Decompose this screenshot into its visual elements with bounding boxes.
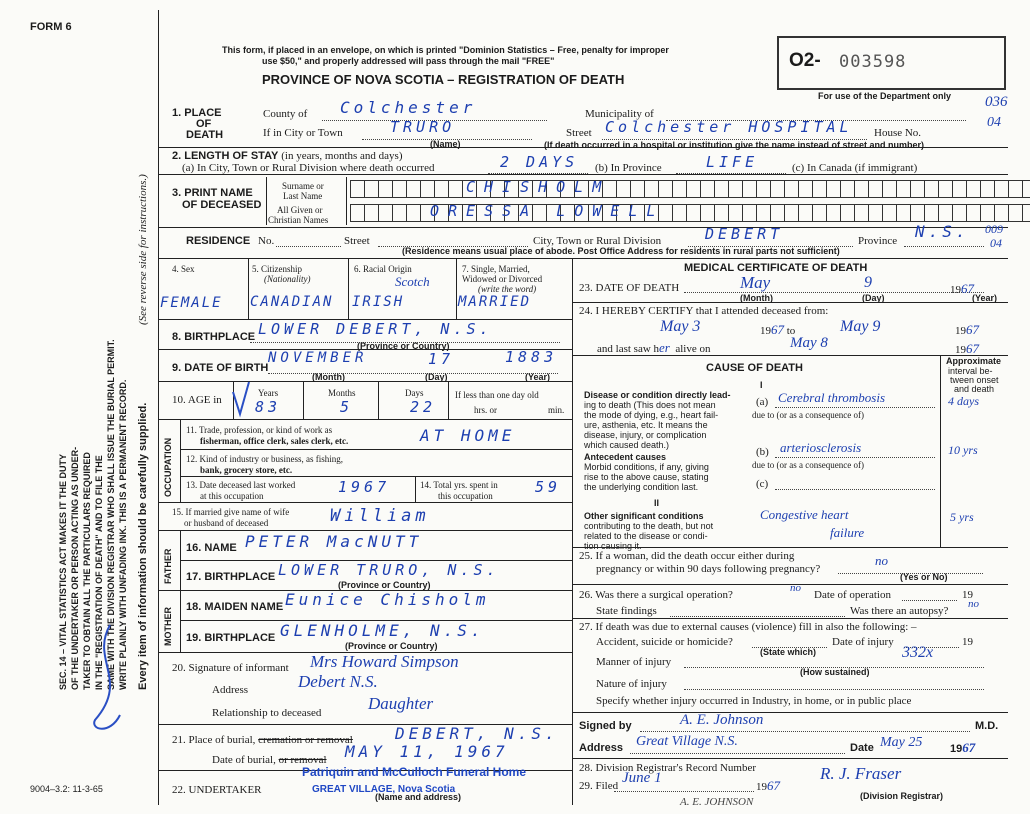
street-label: Street (566, 127, 592, 139)
father-side-label: FATHER (163, 548, 173, 584)
q23-month: May (740, 273, 771, 292)
undertaker-label: 22. UNDERTAKER (172, 784, 262, 796)
surname-cells (350, 180, 1030, 198)
father-name-label: 16. NAME (186, 542, 237, 554)
years-value: 83 (255, 398, 282, 416)
residence-note: (Residence means usual place of abode. Post Office Address for residents in rural parts not sufficient) (402, 246, 840, 256)
q23-day: 9 (864, 274, 872, 291)
q12-line2: bank, grocery store, etc. (200, 465, 293, 475)
cause-title: CAUSE OF DEATH (706, 362, 803, 374)
city-value: TRURO (390, 118, 456, 136)
burial-place-struck: cremation or removal (258, 734, 353, 746)
bottom-signature: A. E. JOHNSON (680, 796, 754, 808)
burial-place-value: DEBERT, N.S. (395, 724, 559, 743)
age-label: 10. AGE in (172, 394, 222, 406)
undertaker-note: (Name and address) (375, 792, 462, 802)
surname-value: CHISHOLM (466, 178, 611, 196)
registrar-signature: R. J. Fraser (820, 764, 902, 783)
date-year: 67 (962, 740, 976, 755)
racial-value: IRISH (352, 294, 405, 310)
due-to-2: due to (or as a consequence of) (752, 460, 864, 470)
q25-line1: 25. If a woman, did the death occur either during (579, 550, 795, 562)
side-text-2: OF THE UNDERTAKER OR PERSON ACTING AS UNDER- (70, 446, 80, 690)
min-label: min. (548, 405, 565, 415)
q29-value: June 1 (622, 770, 662, 786)
q23-day-note: (Day) (862, 293, 885, 303)
from-year-pre: 19 (760, 325, 771, 337)
alive-value: May 8 (790, 335, 828, 351)
mother-side-label: MOTHER (163, 607, 173, 646)
days-label: Days (405, 388, 424, 398)
residence-no-label: No. (258, 235, 275, 247)
state-findings-label: State findings (596, 605, 657, 617)
dob-day-note: (Day) (425, 372, 448, 382)
given-label-1: All Given or (277, 205, 323, 215)
antecedent-3: rise to the above cause, stating (584, 472, 709, 482)
name-num: 3. PRINT NAME (172, 187, 253, 199)
q29-label: 29. Filed (579, 780, 619, 792)
undertaker-stamp-2: GREAT VILLAGE, Nova Scotia (312, 784, 456, 795)
md-label: M.D. (975, 720, 999, 732)
form-id: FORM 6 (30, 21, 72, 33)
antecedent-1: Antecedent causes (584, 452, 667, 462)
q15-line2: or husband of deceased (184, 518, 269, 528)
nature-label: Nature of injury (596, 678, 667, 690)
stay-b-label: (b) In Province (595, 162, 662, 174)
signed-value: A. E. Johnson (680, 712, 764, 728)
ii-interval: 5 yrs (950, 510, 974, 524)
dob-year: 1883 (505, 348, 558, 366)
father-name-value: PETER MacNUTT (245, 532, 423, 551)
residence-label: RESIDENCE (186, 235, 251, 247)
cause-a-interval: 4 days (948, 394, 979, 408)
stay-c-label: (c) In Canada (if immigrant) (792, 162, 918, 174)
residence-city-value: DEBERT (705, 225, 784, 243)
racial-label: 6. Racial Origin (354, 264, 412, 274)
citizenship-label: 5. Citizenship (252, 264, 302, 274)
check-mark-icon (230, 380, 252, 420)
other-2: contributing to the death, but not (584, 521, 714, 531)
citizenship-value: CANADIAN (250, 294, 334, 310)
q14-value: 59 (535, 478, 562, 496)
birthplace-note: (Province or Country) (357, 341, 450, 351)
informant-rel-label: Relationship to deceased (212, 707, 322, 719)
registrar-note: (Division Registrar) (860, 791, 944, 801)
other-4: tion causing it. (584, 541, 642, 551)
q26-value: no (790, 582, 801, 594)
father-note: (Province or Country) (338, 580, 431, 590)
q26-label: 26. Was there a surgical operation? (579, 589, 733, 601)
accident-label: Accident, suicide or homicide? (596, 636, 733, 648)
street-value: Colchester HOSPITAL (605, 118, 853, 136)
q13-line1: 13. Date deceased last worked (186, 480, 296, 490)
dob-month-note: (Month) (312, 372, 345, 382)
county-label: County of (263, 108, 308, 120)
registration-number-box (777, 36, 1006, 90)
sex-value: FEMALE (160, 295, 223, 311)
side-text-6: WRITE PLAINLY WITH UNFADING INK. THIS IS A PERMANENT RECORD. (118, 379, 128, 690)
side-text-4: IN THE "REGISTRATION OF DEATH" AND TO FILE THE (94, 455, 104, 690)
q25-note: (Yes or No) (900, 572, 948, 582)
province-code-2: 04 (990, 236, 1002, 250)
last-saw-label: and last saw h (597, 343, 660, 355)
dob-day: 17 (428, 350, 455, 368)
alive-on-label: alive on (675, 343, 711, 355)
mother-maiden-value: Eunice Chisholm (285, 590, 490, 609)
stay-num: 2. LENGTH OF STAY (172, 150, 279, 162)
reg-prefix: O2- (789, 50, 821, 71)
residence-street-label: Street (344, 235, 370, 247)
envelope-note-1: This form, if placed in an envelope, on which is printed "Dominion Statistics – Free, penalty for improper (222, 45, 669, 55)
cause-b-label: (b) (756, 446, 769, 458)
mother-maiden-label: 18. MAIDEN NAME (186, 601, 284, 613)
occupation-side-label: OCCUPATION (163, 437, 173, 497)
months-value: 5 (340, 398, 354, 416)
stay-a-value: 2 DAYS (500, 153, 579, 171)
interval-1: Approximate (946, 356, 1002, 366)
months-label: Months (328, 388, 356, 398)
autopsy-value: no (968, 598, 979, 610)
surname-label-2: Last Name (283, 191, 323, 201)
interval-2: interval be- (948, 366, 993, 376)
signed-label: Signed by (579, 720, 632, 732)
undertaker-stamp-1: Patriquin and McCulloch Funeral Home (302, 765, 527, 779)
ii-value-1: Congestive heart (760, 507, 849, 522)
q27-label: 27. If death was due to external causes (violence) fill in also the following: – (579, 621, 917, 633)
residence-city-label: City, Town or Rural Division (533, 235, 662, 247)
surname-label-1: Surname or (282, 181, 324, 191)
to-label: to (786, 325, 796, 337)
mother-birthplace-label: 19. BIRTHPLACE (186, 632, 276, 644)
cause-a-value: Cerebral thrombosis (778, 390, 886, 405)
q26-year-pre: 19 (962, 589, 973, 601)
marital-label-3: (write the word) (478, 284, 537, 294)
q23-year: 67 (961, 281, 974, 296)
roman-1: I (760, 380, 763, 390)
alive-year-pre: 19 (955, 344, 966, 356)
from-year: 67 (771, 322, 784, 337)
alive-year: 67 (966, 341, 979, 356)
date-label: Date (850, 742, 874, 754)
q24-label: 24. I HEREBY CERTIFY that I attended deceased from: (579, 305, 829, 317)
manner-code: 332x (902, 644, 934, 661)
dob-year-note: (Year) (525, 372, 551, 382)
state-which-note: (State which) (760, 647, 817, 657)
left-frame-line (158, 10, 159, 805)
days-value: 22 (410, 398, 437, 416)
disease-3: the mode of dying, e.g., heart fail- (584, 410, 719, 420)
form-title: PROVINCE OF NOVA SCOTIA – REGISTRATION OF DEATH (262, 72, 625, 87)
to-year: 67 (966, 322, 979, 337)
cause-b-value: arteriosclerosis (780, 440, 862, 455)
autopsy-label: Was there an autopsy? (850, 605, 949, 617)
dept-code-1: 036 (985, 94, 1008, 110)
stay-desc: (in years, months and days) (281, 150, 403, 162)
dept-code-2: 04 (987, 115, 1001, 130)
marital-label-1: 7. Single, Married, (462, 264, 530, 274)
roman-2: II (654, 498, 660, 508)
house-label: House No. (874, 127, 922, 139)
county-value: Colchester (340, 98, 477, 117)
dob-label: 9. DATE OF BIRTH (172, 362, 269, 374)
q25-line2: pregnancy or within 90 days following pregnancy? (596, 563, 821, 575)
informant-sig-value: Mrs Howard Simpson (310, 652, 459, 671)
burial-place-label: 21. Place of burial, (172, 734, 256, 746)
informant-sig-label: 20. Signature of informant (172, 662, 289, 674)
disease-2: ing to death (This does not mean (584, 400, 716, 410)
address-value: Great Village N.S. (636, 734, 738, 749)
manner-label: Manner of injury (596, 656, 672, 668)
racial-above: Scotch (395, 274, 430, 289)
place-of: OF (196, 118, 212, 130)
other-3: related to the disease or condi- (584, 531, 708, 541)
injury-year-pre: 19 (962, 636, 973, 648)
footer-code: 9004–3.2: 11-3-65 (30, 784, 103, 794)
q23-year-pre: 19 (950, 284, 961, 296)
mother-birthplace-value: GLENHOLME, N.S. (280, 621, 485, 640)
q14-line1: 14. Total yrs. spent in (420, 480, 498, 490)
given-value: ORESSA LOWELL (430, 202, 665, 220)
cause-c-label: (c) (756, 478, 769, 490)
disease-4: ure, asthenia, etc. It means the (584, 420, 708, 430)
hrs-label: hrs. or (474, 405, 497, 415)
dob-month: NOVEMBER (268, 350, 368, 366)
informant-addr-value: Debert N.S. (298, 672, 378, 691)
side-text-1: SEC. 14 – VITAL STATISTICS ACT MAKES IT THE DUTY (58, 453, 68, 690)
q14-line2: this occupation (438, 491, 493, 501)
attend-to: May 9 (840, 318, 881, 335)
q29-year: 67 (767, 778, 780, 793)
less-than-day: If less than one day old (455, 390, 539, 400)
province-code-1: 009 (985, 222, 1003, 236)
due-to-1: due to (or as a consequence of) (752, 410, 864, 420)
years-label: Years (258, 388, 279, 398)
informant-addr-label: Address (212, 684, 249, 696)
q13-value: 1967 (338, 478, 391, 496)
stay-b-value: LIFE (706, 153, 759, 171)
antecedent-2: Morbid conditions, if any, giving (584, 462, 709, 472)
ii-value-2: failure (830, 525, 865, 540)
q23-month-note: (Month) (740, 293, 773, 303)
cause-b-interval: 10 yrs (948, 443, 978, 457)
injury-date-label: Date of injury (832, 636, 894, 648)
name-of: OF DECEASED (182, 199, 262, 211)
q28-label: 28. Division Registrar's Record Number (579, 762, 757, 774)
antecedent-4: the underlying condition last. (584, 482, 699, 492)
q26-date-label: Date of operation (814, 589, 891, 601)
q15-line1: 15. If married give name of wife (172, 507, 290, 517)
date-year-pre: 19 (950, 743, 963, 755)
mother-note: (Province or Country) (345, 641, 438, 651)
q13-line2: at this occupation (200, 491, 264, 501)
medical-title: MEDICAL CERTIFICATE OF DEATH (684, 262, 868, 274)
residence-province-value: N.S. (915, 222, 970, 241)
attend-from: May 3 (660, 318, 701, 335)
q11-line2: fisherman, office clerk, sales clerk, etc. (200, 436, 349, 446)
birthplace-label: 8. BIRTHPLACE (172, 331, 256, 343)
disease-5: disease, injury, or complication (584, 430, 707, 440)
place-num: 1. PLACE (172, 107, 222, 119)
name-note: (Name) (430, 139, 461, 149)
marital-value: MARRIED (458, 294, 532, 310)
municipality-label: Municipality of (585, 108, 654, 120)
city-label: If in City or Town (263, 127, 343, 139)
reg-number: 003598 (839, 52, 907, 72)
q12-line1: 12. Kind of industry or business, as fishing, (186, 454, 343, 464)
side-text-7: Every item of information should be carefully supplied. (137, 402, 149, 690)
q29-year-pre: 19 (756, 781, 767, 793)
burial-date-struck: or removal (278, 754, 327, 766)
q23-label: 23. DATE OF DEATH (579, 282, 680, 294)
sex-label: 4. Sex (172, 264, 195, 274)
birthplace-value: LOWER DEBERT, N.S. (258, 320, 493, 338)
specify-label: Specify whether injury occurred in Industry, in home, or in public place (596, 695, 912, 707)
date-value: May 25 (880, 735, 923, 750)
side-text-3: TAKER TO OBTAIN ALL THE PARTICULARS REQUIRED (82, 452, 92, 690)
place-death: DEATH (186, 129, 224, 141)
father-birthplace-value: LOWER TRURO, N.S. (278, 561, 500, 579)
spouse-value: William (330, 506, 430, 526)
to-year-pre: 19 (955, 325, 966, 337)
interval-4: and death (954, 384, 995, 394)
envelope-note-2: use $50," and properly addressed will pass through the mail "FREE" (262, 56, 555, 66)
given-label-2: Christian Names (268, 215, 329, 225)
pen-squiggle-icon (80, 620, 140, 740)
address-label: Address (579, 742, 624, 754)
disease-1: Disease or condition directly lead- (584, 390, 731, 400)
burial-date-value: MAY 11, 1967 (345, 742, 509, 761)
column-divider (572, 258, 573, 805)
father-birthplace-label: 17. BIRTHPLACE (186, 571, 276, 583)
how-sustained-note: (How sustained) (800, 667, 870, 677)
side-text-8: (See reverse side for instructions.) (137, 174, 149, 325)
occupation-value: AT HOME (420, 426, 516, 445)
side-text-5: SAME WITH THE DIVISION REGISTRAR WHO SHALL ISSUE THE BURIAL PERMIT. (106, 339, 116, 690)
stay-a-label: (a) In City, Town or Rural Division where death occurred (182, 162, 435, 174)
q23-year-note: (Year) (972, 293, 998, 303)
q11-line1: 11. Trade, profession, or kind of work as (186, 425, 333, 435)
burial-date-label: Date of burial, (212, 754, 276, 766)
marital-label-2: Widowed or Divorced (462, 274, 543, 284)
hospital-note: (If death occurred in a hospital or institution give the name instead of street and number) (544, 140, 925, 150)
dept-use-note: For use of the Department only (818, 91, 952, 101)
q25-value: no (875, 553, 888, 568)
disease-6: which caused death.) (584, 440, 670, 450)
last-saw-value: er (659, 340, 670, 355)
interval-3: tween onset (950, 375, 999, 385)
informant-rel-value: Daughter (368, 694, 434, 713)
residence-province-label: Province (858, 235, 898, 247)
other-1: Other significant conditions (584, 511, 704, 521)
cause-a-label: (a) (756, 396, 769, 408)
citizenship-note: (Nationality) (264, 274, 311, 284)
